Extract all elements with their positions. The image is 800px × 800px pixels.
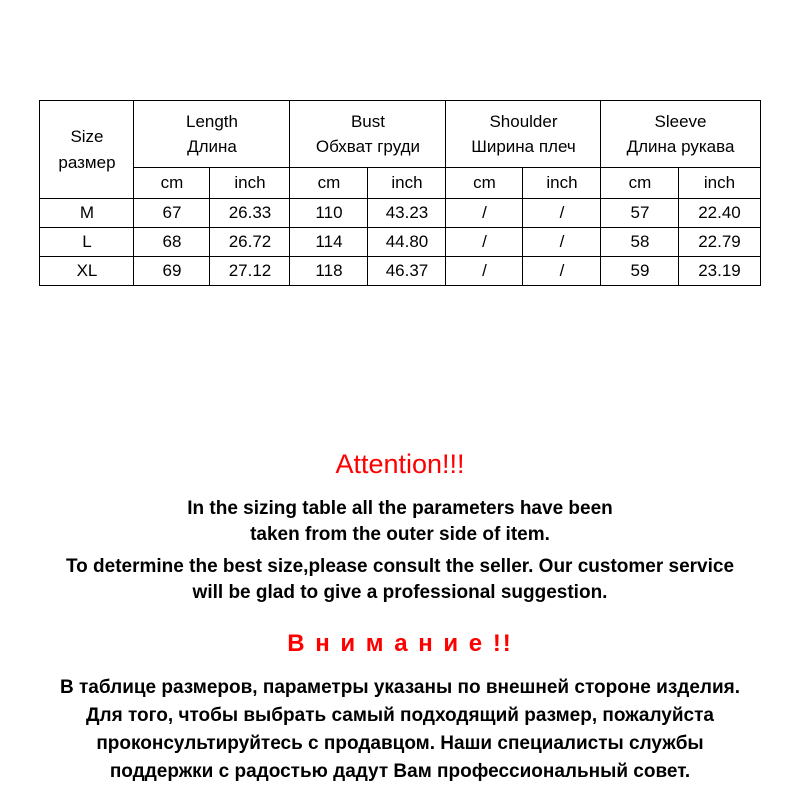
length-inch-value: 26.33 [210,199,290,228]
bust-inch-value: 43.23 [368,199,446,228]
bust-cm-value: 118 [290,257,368,286]
attention-heading-ru: В н и м а н и е !! [287,630,513,657]
shoulder-label-ru: Ширина плеч [471,137,576,156]
notes-section [0,449,800,786]
shoulder-inch-header: inch [523,168,601,199]
header-row-groups [40,101,760,168]
note-ru-line4: поддержки с радостью дадут Вам профессиональный совет. [109,761,691,782]
sleeve-inch-value: 22.40 [679,199,760,228]
column-header-length [134,101,290,168]
size-label: XL [40,257,134,286]
size-label: M [40,199,134,228]
shoulder-inch-value: / [523,199,601,228]
sleeve-label-ru: Длина рукава [626,137,735,156]
sleeve-cm-value: 58 [601,228,679,257]
attention-heading-en: Attention!!! [335,449,465,479]
size-label: L [40,228,134,257]
sleeve-cm-value: 59 [601,257,679,286]
bust-cm-header: cm [290,168,368,199]
size-table [39,100,760,286]
length-cm-value: 68 [134,228,210,257]
table-row-xl [40,257,760,286]
note-ru-line2: Для того, чтобы выбрать самый подходящий размер, пожалуйста [85,705,714,726]
bust-inch-value: 46.37 [368,257,446,286]
bust-inch-header: inch [368,168,446,199]
bust-cm-value: 114 [290,228,368,257]
size-header-ru: размер [58,152,116,172]
size-header-cell [40,101,134,199]
size-header-en: Size [70,127,104,146]
shoulder-inch-value: / [523,257,601,286]
column-header-shoulder [446,101,601,168]
length-cm-header: cm [134,168,210,199]
bust-inch-value: 44.80 [368,228,446,257]
sleeve-inch-header: inch [679,168,760,199]
sleeve-inch-value: 23.19 [679,257,760,286]
length-cm-value: 67 [134,199,210,228]
bust-label-en: Bust [350,111,385,131]
shoulder-label-en: Shoulder [489,111,558,131]
note-en-line1: In the sizing table all the parameters have been [187,498,613,519]
length-label-ru: Длина [187,137,237,156]
length-inch-value: 27.12 [210,257,290,286]
header-row-units [40,168,760,199]
column-header-sleeve [601,101,760,168]
note-ru-line1: В таблице размеров, параметры указаны по внешней стороне изделия. [59,677,741,698]
length-inch-header: inch [210,168,290,199]
length-cm-value: 69 [134,257,210,286]
table-row-m [40,199,760,228]
shoulder-cm-value: / [446,257,523,286]
shoulder-inch-value: / [523,228,601,257]
bust-label-ru: Обхват груди [315,137,421,156]
shoulder-cm-header: cm [446,168,523,199]
note-en-line3: To determine the best size,please consult the seller. Our customer service [65,556,735,577]
length-inch-value: 26.72 [210,228,290,257]
sleeve-cm-value: 57 [601,199,679,228]
sleeve-inch-value: 22.79 [679,228,760,257]
sleeve-cm-header: cm [601,168,679,199]
column-header-bust [290,101,446,168]
table-row-l [40,228,760,257]
note-en-line2: taken from the outer side of item. [250,524,550,545]
bust-cm-value: 110 [290,199,368,228]
sleeve-label-en: Sleeve [654,111,707,131]
shoulder-cm-value: / [446,228,523,257]
shoulder-cm-value: / [446,199,523,228]
note-ru-line3: проконсультируйтесь с продавцом. Наши специалисты службы [96,733,704,754]
note-en-line4: will be glad to give a professional suggestion. [192,582,608,603]
length-label-en: Length [185,111,238,131]
